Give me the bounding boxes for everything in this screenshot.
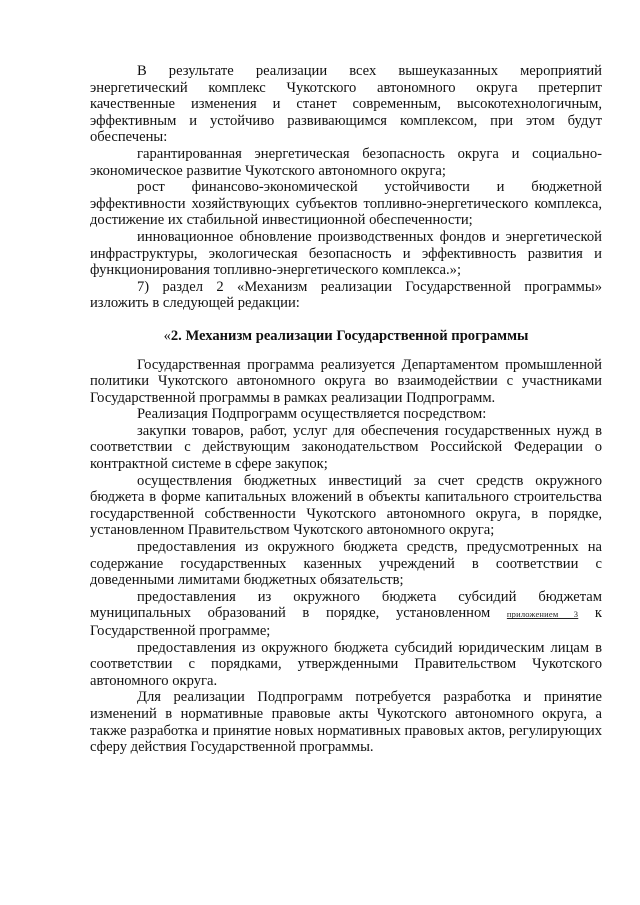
paragraph-institutions: предоставления из окружного бюджета средств, предусмотренных на содержание государственных казенных учреждений в соответствии с доведенными лимитами бюджетных обязательств; [90,539,602,589]
paragraph-municipal-subsidies [90,589,602,640]
paragraph-legal-entity-subsidies: предоставления из окружного бюджета субсидий юридическим лицам в соответствии с порядками, утвержденными Правительством Чукотского автономного округа. [90,639,602,689]
paragraph-procurement: закупки товаров, работ, услуг для обеспечения государственных нужд в соответствии с действующим законодательством Российской Федерации о контрактной системе в сфере закупок; [90,422,602,473]
paragraph-means: Реализация Подпрограмм осуществляется посредством: [137,406,487,423]
paragraph-energy-security: гарантированная энергетическая безопасность округа и социально-экономическое развитие Чукотского автономного округа; [90,145,602,179]
paragraph-amendment-7: 7) раздел 2 «Механизм реализации Государственной программы» изложить в следующей редакции: [90,278,602,312]
appendix-3-link[interactable]: приложением 3 [506,609,579,620]
document-page [90,63,602,756]
paragraph-legal-acts: Для реализации Подпрограмм потребуется разработка и принятие изменений в нормативные правовые акты Чукотского автономного округа, а также разработка и принятие новых нормативных правовых актов, регулирующих сферу действия Государственной программы. [90,689,602,756]
subsidy-text-before: предоставления из окружного бюджета субсидий бюджетам муниципальных образований в порядке, установленном [90,588,602,622]
paragraph-intro: В результате реализации всех вышеуказанных мероприятий энергетический комплекс Чукотского автономного округа претерпит качественные изменения и станет современным, высокотехнологичным, эффективным и устойчиво развивающимся комплексом, при этом будут обеспечены: [90,63,602,146]
subsidy-text-after: к Государственной программе; [90,605,602,639]
paragraph-investments: осуществления бюджетных инвестиций за счет средств окружного бюджета в форме капитальных вложений в объекты капитального строительства государственной собственности Чукотского автономного округа, в порядке, установленном Правительством Чукотского автономного округа; [90,472,602,539]
heading-quote: « [163,327,171,344]
heading-text: 2. Механизм реализации Государственной программы [170,327,529,344]
paragraph-financial-stability: рост финансово-экономической устойчивости и бюджетной эффективности хозяйствующих субъектов топливно-энергетического комплекса, достижение их стабильной инвестиционной обеспеченности; [90,179,602,229]
paragraph-innovation: инновационное обновление производственных фондов и энергетической инфраструктуры, экологическая безопасность и эффективность развития и функционирования топливно-энергетического комплекса.»; [90,228,602,279]
section-heading [90,328,602,345]
paragraph-program-implementation: Государственная программа реализуется Департаментом промышленной политики Чукотского автономного округа во взаимодействии с участниками Государственной программы в рамках реализации Подпрограмм. [90,356,602,406]
